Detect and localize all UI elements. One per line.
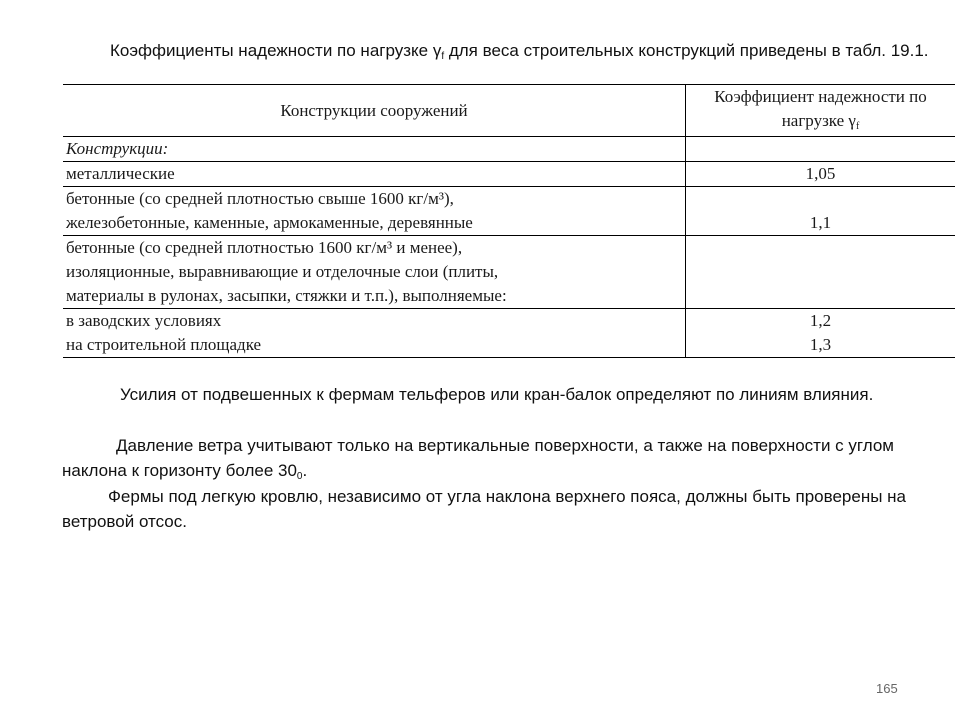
intro-text-after: для веса строительных конструкций приведены в табл. 19.1. xyxy=(444,41,929,60)
header-coefficient-line2 xyxy=(689,109,952,136)
header-gamma-subscript: f xyxy=(855,121,860,132)
wind-degree-subscript: 0 xyxy=(296,471,303,482)
table-header-row xyxy=(63,85,955,137)
row-label-line: в заводских условиях xyxy=(66,311,222,330)
header-coefficient xyxy=(686,85,956,137)
row-label-line: материалы в рулонах, засыпки, стяжки и т.п.), выполняемые: xyxy=(66,286,507,305)
row-value xyxy=(686,187,956,236)
row-value xyxy=(686,236,956,309)
load-coefficient-table xyxy=(63,84,955,358)
paragraph-wind-pressure xyxy=(62,433,932,486)
row-label-line: на строительной площадке xyxy=(66,335,262,354)
paragraph-hoists: Усилия от подвешенных к фермам тельферов или кран-балок определяют по линиям влияния. xyxy=(120,385,874,404)
intro-text-before: Коэффициенты надежности по нагрузке γ xyxy=(110,41,442,60)
table-category-row xyxy=(63,137,955,162)
category-label: Конструкции: xyxy=(63,137,686,162)
intro-gamma-subscript: f xyxy=(441,51,445,62)
row-label xyxy=(63,309,686,358)
row-label-line: железобетонные, каменные, армокаменные, деревянные xyxy=(66,213,473,232)
table-row xyxy=(63,187,955,236)
paragraph-wind-suction: Фермы под легкую кровлю, независимо от угла наклона верхнего пояса, должны быть проверены на ветровой отсос. xyxy=(62,487,907,531)
row-value xyxy=(686,309,956,358)
row-label-line: бетонные (со средней плотностью свыше 1600 кг/м³), xyxy=(66,189,454,208)
wind-text-before: Давление ветра учитывают только на вертикальные поверхности, а также на поверхности с углом наклона к горизонту более 30 xyxy=(62,436,894,480)
row-value-line: 1,1 xyxy=(809,213,832,232)
table-row xyxy=(63,236,955,309)
row-value-line: 1,3 xyxy=(809,335,832,354)
row-value-line: 1,05 xyxy=(805,164,836,183)
wind-text-after: . xyxy=(302,461,308,480)
row-label-line: металлические xyxy=(66,164,175,183)
row-label xyxy=(63,236,686,309)
intro-paragraph xyxy=(62,38,942,66)
page-number: 165 xyxy=(876,681,898,696)
table-row xyxy=(63,162,955,187)
row-label-line: изоляционные, выравнивающие и отделочные слои (плиты, xyxy=(66,262,499,281)
row-label xyxy=(63,162,686,187)
header-coefficient-line1: Коэффициент надежности по xyxy=(714,87,927,106)
table-row xyxy=(63,309,955,358)
row-value xyxy=(686,162,956,187)
header-coefficient-label: нагрузке γ xyxy=(781,111,856,130)
row-label xyxy=(63,187,686,236)
row-label-line: бетонные (со средней плотностью 1600 кг/м³ и менее), xyxy=(66,238,463,257)
row-value-line: 1,2 xyxy=(809,311,832,330)
header-constructions: Конструкции сооружений xyxy=(63,85,686,137)
category-value-empty xyxy=(686,137,956,162)
